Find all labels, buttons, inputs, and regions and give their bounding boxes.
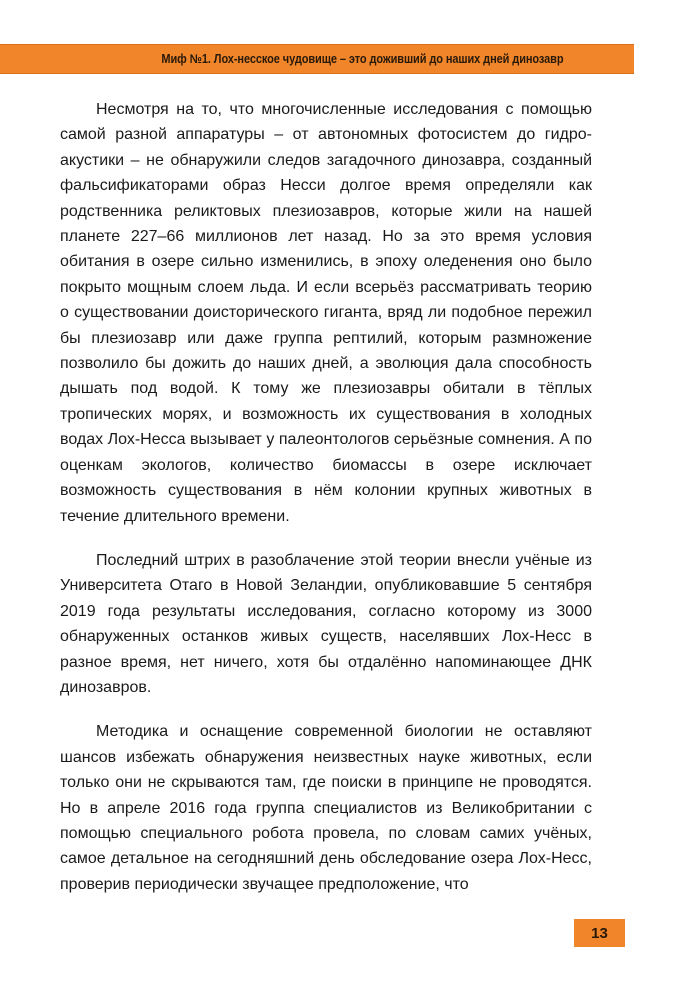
paragraph-3: Методика и оснащение современной биологии не оставляют шансов избежать обнаружения неизвестных науке животных, если только они не скрываются там, где поиски в принципе не проводятся. Но в апреле 2016 года группа специалистов из Великобритании с помощью специального робота провела, по словам самих учёных, самое детальное на сегодняшний день обследование озера Лох-Несс, проверив периодически звучащее предположение, что (60, 723, 592, 893)
body-text (60, 97, 592, 897)
paragraph-2: Последний штрих в разоблачение этой теории внесли учёные из Университета Отаго в Новой Зеландии, опубликовавшие 5 сентября 2019 года результаты исследования, согласно которому из 3000 обнаруженных останков живых существ, населявших Лох-Несс в разное время, нет ничего, хотя бы отдалённо напоминающее ДНК динозавров. (60, 551, 592, 696)
paragraph-1: Несмотря на то, что многочисленные исследования с помощью самой разной аппаратуры – от автономных фотосистем до гидроакустики – не обнаружили следов загадочного динозавра, созданный фальсификаторами образ Несси долгое время определяли как родственника реликтовых плезиозавров, которые жили на нашей планете 227–66 миллионов лет назад. Но за это время условия обитания в озере сильно изменились, в эпоху оледенения оно было покрыто мощным слоем льда. И если всерьёз рассматривать теорию о существовании доисторического гиганта, вряд ли подобное пережил бы плезиозавр или даже группа рептилий, которым размножение позволило бы дожить до наших дней, а эволюция дала способность дышать под водой. К тому же плезиозавры обитали в тёплых тропических морях, и возможность их существования в холодных водах Лох-Несса вызывает у палеонтологов серьёзные сомнения. А по оценкам экологов, количество биомассы в озере исключает возможность существования в нём колонии крупных животных в течение длительного времени. (60, 101, 592, 525)
running-header (0, 44, 634, 74)
running-header-title: Миф №1. Лох-несское чудовище – это доживший до наших дней динозавр (160, 52, 564, 66)
page-number: 13 (591, 924, 608, 942)
page-number-box (574, 919, 625, 947)
